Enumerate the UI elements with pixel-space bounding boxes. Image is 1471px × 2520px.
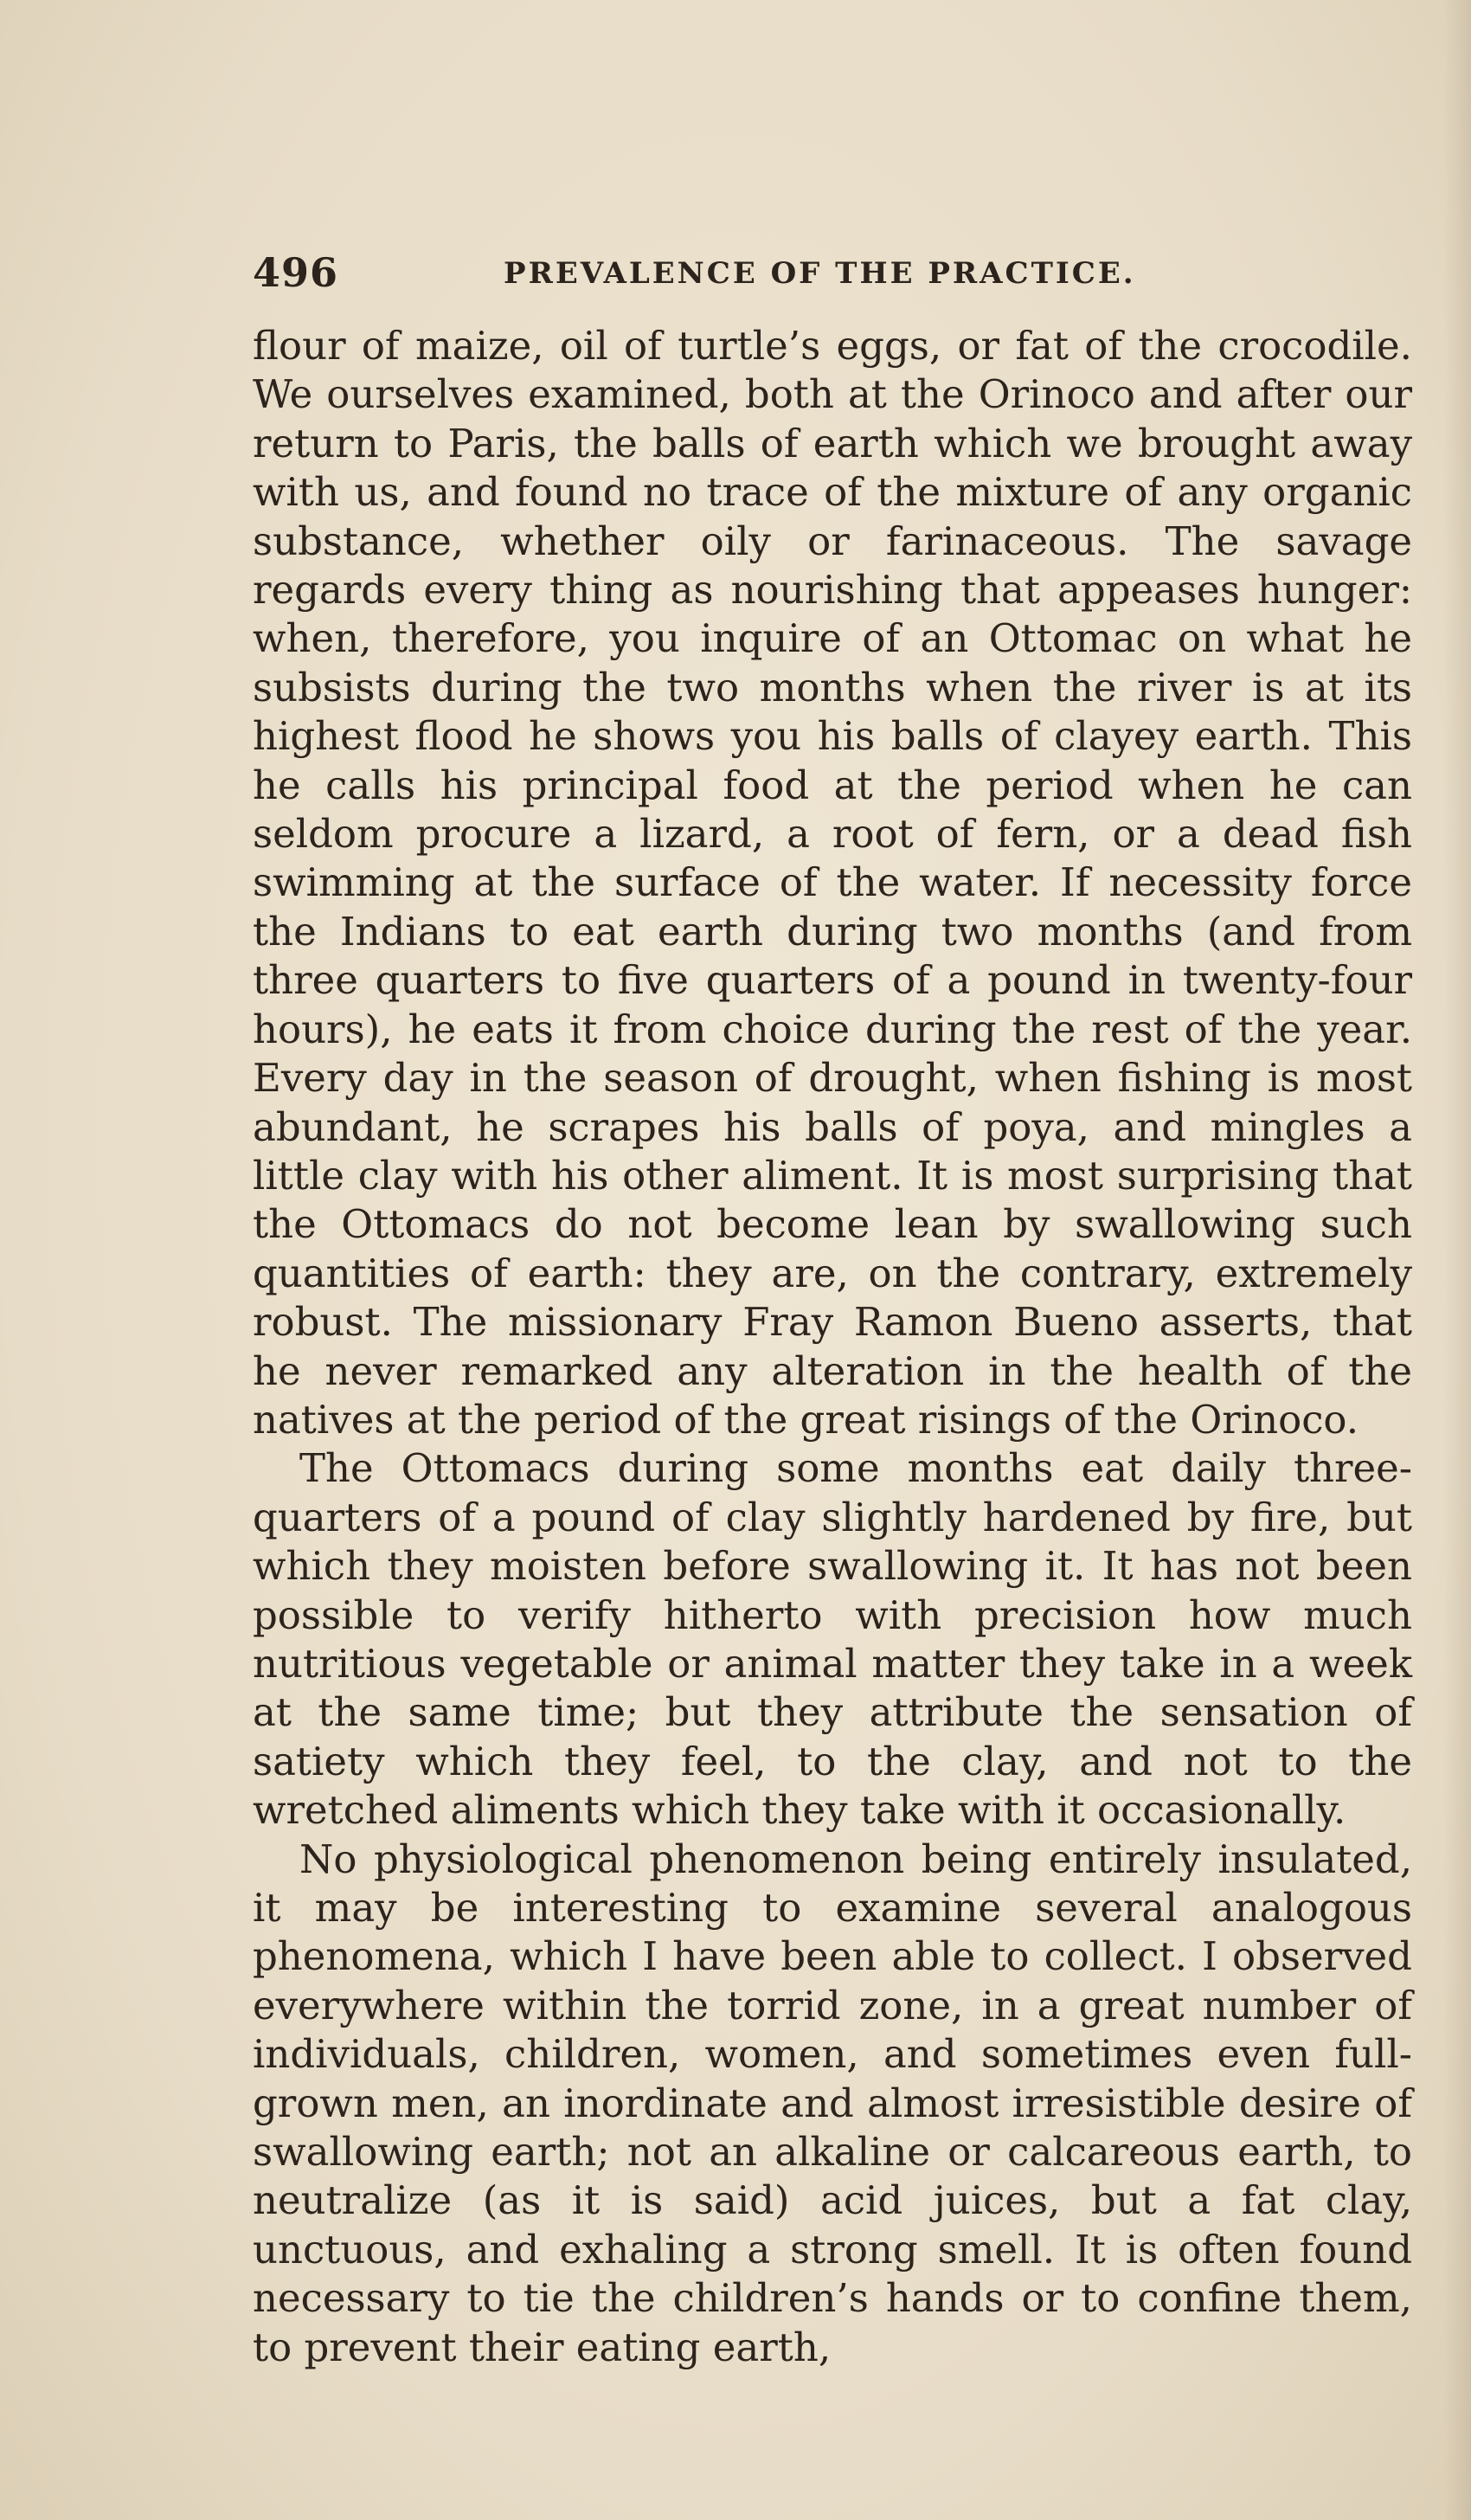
body-text — [253, 322, 1412, 2372]
paragraph-3: No physiological phenomenon being entirely insulated, it may be interesting to examine several analogous phenomena, which I have been able to collect. I observed everywhere within the torrid zone, in a great number of individuals, children, women, and sometimes even full-grown men, an inordinate and almost irresistible desire of swallowing earth; not an alkaline or calcareous earth, to neutralize (as it is said) acid juices, but a fat clay, unctuous, and exhaling a strong smell. It is often found necessary to tie the children’s hands or to confine them, to prevent their eating earth, — [253, 1835, 1412, 2370]
page-number: 496 — [253, 249, 339, 296]
page-edge-shadow — [1443, 0, 1471, 2520]
running-title: PREVALENCE OF THE PRACTICE. — [504, 256, 1136, 291]
paragraph-2: The Ottomacs during some months eat daily three-quarters of a pound of clay slightly hardened by fire, but which they moisten before swallowing it. It has not been possible to verify hitherto with precision how much nutritious vegetable or animal matter they take in a week at the same time; but they attribute the sensation of satiety which they feel, to the clay, and not to the wretched aliments which they take with it occasionally. — [253, 1445, 1412, 1834]
paragraph-1: flour of maize, oil of turtle’s eggs, or fat of the crocodile. We ourselves examined, both at the Orinoco and after our return to Paris, the balls of earth which we brought away with us, and found no trace of the mixture of any organic substance, whether oily or farinaceous. The savage regards every thing as nourishing that appeases hunger: when, therefore, you inquire of an Ottomac on what he subsists during the two months when the river is at its highest flood he shows you his balls of clayey earth. This he calls his principal food at the period when he can seldom procure a lizard, a root of fern, or a dead fish swimming at the surface of the water. If necessity force the Indians to eat earth during two months (and from three quarters to five quarters of a pound in twenty-four hours), he eats it from choice during the rest of the year. Every day in the season of drought, when fishing is most abundant, he scrapes his balls of poya, and mingles a little clay with his other aliment. It is most surprising that the Ottomacs do not become lean by swallowing such quantities of earth: they are, on the contrary, extremely robust. The missionary Fray Ramon Bueno asserts, that he never remarked any alteration in the health of the natives at the period of the great risings of the Orinoco. — [253, 323, 1412, 1443]
page-header — [253, 249, 1412, 301]
